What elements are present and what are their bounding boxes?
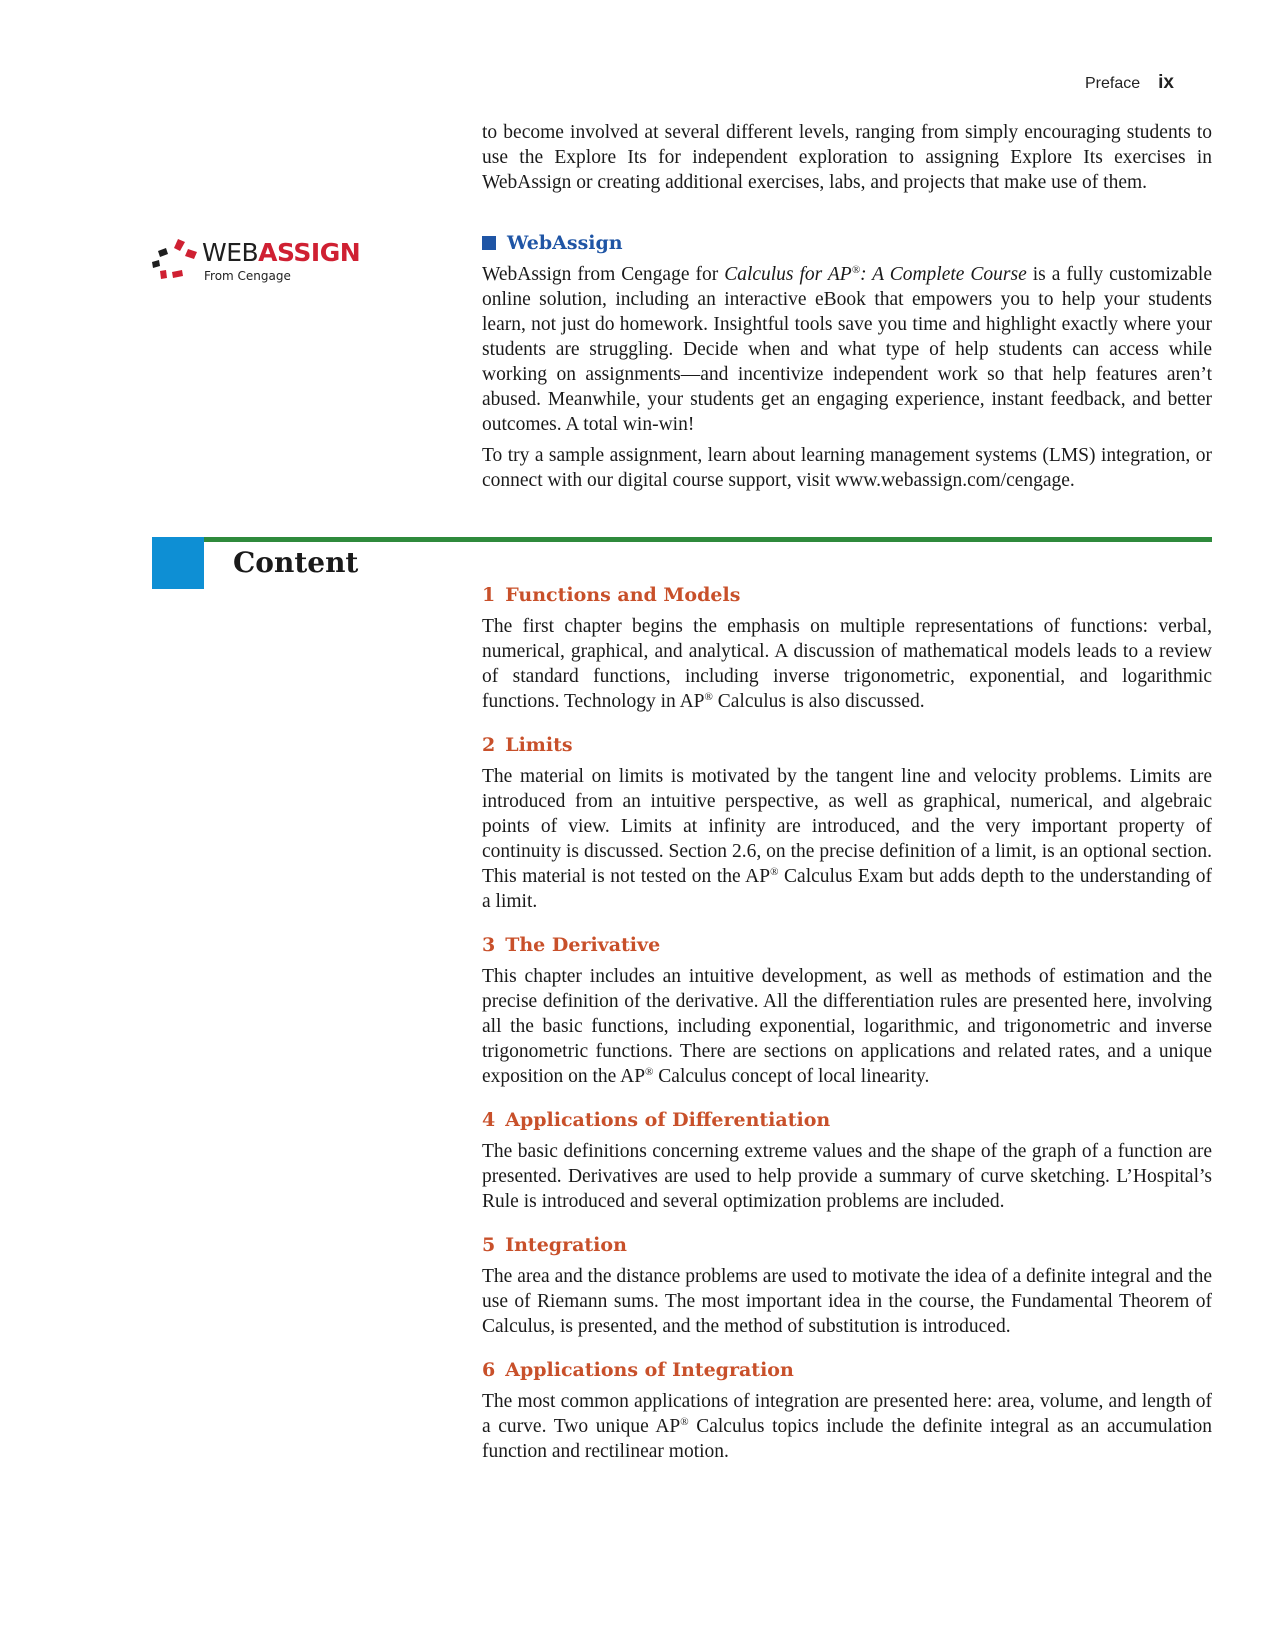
chapter-title: Applications of Integration xyxy=(505,1359,794,1381)
webassign-section xyxy=(482,232,1212,493)
chapter-4 xyxy=(482,1109,1212,1214)
page-number: ix xyxy=(1158,72,1174,93)
webassign-logo xyxy=(152,238,362,286)
chapter-number: 4 xyxy=(482,1109,496,1131)
chapter-6 xyxy=(482,1359,1212,1464)
logo-word-web: WEB xyxy=(202,238,259,267)
chapter-description xyxy=(482,764,1212,914)
chapter-heading xyxy=(482,1359,1212,1381)
section-rule xyxy=(152,537,1212,542)
chapter-text: This chapter includes an intuitive development, as well as methods of estimation and the precise definition of the derivative. All the differentiation rules are presented here, involving all the basic functions, including exponential, logarithmic, and trigonometric and inverse trigonometric functions. There are sections on applications and related rates, and a unique exposition on the AP xyxy=(482,966,1212,1087)
chapter-text: The material on limits is motivated by the tangent line and velocity problems. Limits are introduced from an intuitive perspective, as well as graphical, numerical, and algebraic points of view. Limits at infinity are introduced, and the very important property of continuity is discussed. Section 2.6, on the precise definition of a limit, is an optional section. This material is not tested on the AP xyxy=(482,766,1212,887)
intro-paragraph: to become involved at several different levels, ranging from simply encouraging students to use the Explore Its for independent exploration to assigning Explore Its exercises in WebAssign or creating additional exercises, labs, and projects that make use of them. xyxy=(482,122,1212,193)
chapter-description: The basic definitions concerning extreme values and the shape of the graph of a function are presented. Derivatives are used to help provide a summary of curve sketching. L’Hospital’s Rule is introduced and several optimization problems are included. xyxy=(482,1141,1212,1212)
chapter-3 xyxy=(482,934,1212,1089)
running-title: Preface xyxy=(1085,75,1141,92)
webassign-heading xyxy=(482,232,1212,254)
registered-mark: ® xyxy=(680,1416,689,1428)
chapter-1 xyxy=(482,584,1212,714)
chapter-number: 6 xyxy=(482,1359,496,1381)
logo-subtitle: From Cengage xyxy=(204,269,291,283)
chapter-list xyxy=(482,584,1212,1484)
chapter-title: The Derivative xyxy=(505,934,661,956)
webassign-paragraph-2: To try a sample assignment, learn about learning management systems (LMS) integration, or connect with our digital course support, visit www.webassign.com/cengage. xyxy=(482,445,1212,491)
chapter-text: The most common applications of integration are presented here: area, volume, and length of a curve. Two unique AP xyxy=(482,1391,1212,1437)
chapter-heading xyxy=(482,1109,1212,1131)
chapter-description: The area and the distance problems are used to motivate the idea of a definite integral and the use of Riemann sums. The most important idea in the course, the Fundamental Theorem of Calculus, is presented, and the method of substitution is introduced. xyxy=(482,1266,1212,1337)
chapter-title: Applications of Differentiation xyxy=(505,1109,831,1131)
chapter-text: The first chapter begins the emphasis on multiple representations of functions: verbal, numerical, graphical, and analytical. A discussion of mathematical models leads to a review of standard functions, including inverse trigonometric, exponential, and logarithmic functions. Technology in AP xyxy=(482,616,1212,712)
intro-block xyxy=(482,120,1212,195)
chapter-description xyxy=(482,614,1212,714)
chapter-heading xyxy=(482,934,1212,956)
chapter-heading xyxy=(482,584,1212,606)
chapter-5 xyxy=(482,1234,1212,1339)
webassign-p1-rest: is a fully customizable online solution, including an interactive eBook that empowers you to help your students learn, not just do homework. Insightful tools save you time and highlight exactly where your students are struggling. Decide when and what type of help students can access while working on assignments—and incentivize independent work so that help features aren’t abused. Meanwhile, your students get an engaging experience, instant feedback, and better outcomes. A total win-win! xyxy=(482,264,1213,435)
chapter-text-end: Calculus concept of local linearity. xyxy=(653,1066,930,1087)
chapter-text-end: Calculus is also discussed. xyxy=(712,691,925,712)
registered-mark: ® xyxy=(704,691,713,703)
chapter-title: Functions and Models xyxy=(505,584,741,606)
webassign-logo-icon xyxy=(152,238,200,286)
chapter-title: Integration xyxy=(505,1234,627,1256)
section-title: Content xyxy=(233,546,359,579)
webassign-heading-text: WebAssign xyxy=(507,232,623,254)
chapter-number: 2 xyxy=(482,734,496,756)
chapter-description xyxy=(482,964,1212,1089)
webassign-paragraph-1 xyxy=(482,262,1212,437)
chapter-number: 5 xyxy=(482,1234,496,1256)
chapter-2 xyxy=(482,734,1212,914)
chapter-number: 3 xyxy=(482,934,496,956)
registered-mark: ® xyxy=(851,264,861,276)
registered-mark: ® xyxy=(645,1066,654,1078)
logo-word-assign: ASSIGN xyxy=(258,238,361,267)
logo-wordmark xyxy=(202,238,360,267)
section-tab xyxy=(152,537,204,589)
chapter-title: Limits xyxy=(505,734,573,756)
chapter-text-end: Calculus topics include the definite integral as an accumulation function and rectilinear motion. xyxy=(482,1416,1212,1462)
webassign-p1-start: WebAssign from Cengage for xyxy=(482,264,725,285)
book-title xyxy=(724,264,1027,285)
registered-mark: ® xyxy=(770,866,779,878)
book-title-part-2: : A Complete Course xyxy=(860,264,1027,285)
chapter-heading xyxy=(482,1234,1212,1256)
book-title-part-1: Calculus for AP xyxy=(724,264,852,285)
chapter-text-end: Calculus Exam but adds depth to the understanding of a limit. xyxy=(482,866,1212,912)
running-head xyxy=(1085,72,1174,94)
chapter-description xyxy=(482,1389,1212,1464)
chapter-heading xyxy=(482,734,1212,756)
chapter-number: 1 xyxy=(482,584,496,606)
heading-square-icon xyxy=(482,236,496,250)
